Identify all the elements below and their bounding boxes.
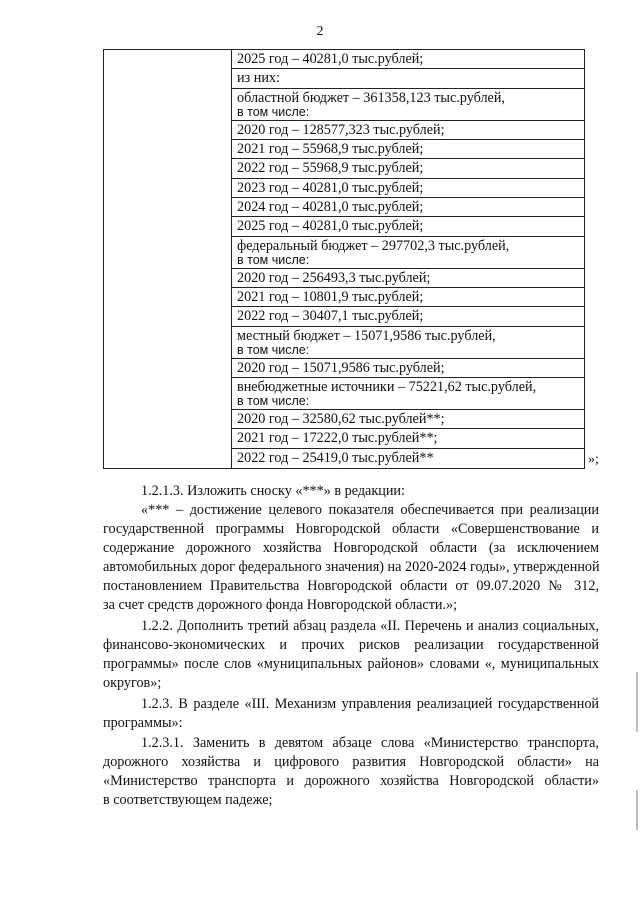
table-row: 2025 год – 40281,0 тыс.рублей; — [232, 217, 584, 236]
scan-edge-mark — [636, 790, 638, 830]
page-number: 2 — [316, 24, 324, 39]
table-row: 2024 год – 40281,0 тыс.рублей; — [232, 198, 584, 217]
table-row: 2021 год – 10801,9 тыс.рублей; — [232, 288, 584, 307]
table-row: 2023 год – 40281,0 тыс.рублей; — [232, 179, 584, 198]
paragraph-line: «Министерство транспорта и дорожного хозяйства Новгородской области» — [103, 773, 599, 789]
table-right-cell — [232, 50, 584, 468]
table-row: федеральный бюджет – 297702,3 тыс.рублей, в том числе: — [232, 237, 584, 269]
table-left-cell — [104, 50, 232, 468]
paragraph-risks — [103, 617, 599, 693]
paragraph-line: содержание дорожного хозяйства Новгородской области (за исключением — [103, 540, 599, 556]
paragraph-section-three — [103, 695, 599, 733]
paragraph-line: за счет средств дорожного фонда Новгородской области.»; — [103, 597, 458, 613]
table-row: 2022 год – 25419,0 тыс.рублей** — [237, 449, 434, 466]
table-row: 2020 год – 15071,9586 тыс.рублей; — [232, 359, 584, 378]
table-row: 2025 год – 40281,0 тыс.рублей; — [232, 50, 584, 69]
table-row: 2022 год – 30407,1 тыс.рублей; — [232, 307, 584, 326]
table-row: 2021 год – 17222,0 тыс.рублей**; — [232, 429, 584, 448]
table-row: из них: — [232, 69, 584, 88]
paragraph-line: округов»; — [103, 675, 162, 691]
table-row: 2020 год – 32580,62 тыс.рублей**; — [232, 410, 584, 429]
table-row: 2020 год – 256493,3 тыс.рублей; — [232, 269, 584, 288]
table-row: местный бюджет – 15071,9586 тыс.рублей, в том числе: — [232, 327, 584, 359]
paragraph-line: 1.2.2. Дополнить третий абзац раздела «II. Перечень и анализ социальных, — [141, 618, 599, 634]
funding-table — [103, 49, 585, 469]
table-row: 2021 год – 55968,9 тыс.рублей; — [232, 140, 584, 159]
paragraph-line: в соответствующем падеже; — [103, 792, 273, 808]
paragraph-line: постановлением Правительства Новгородской области от 09.07.2020 № 312, — [103, 578, 599, 594]
paragraph-line: программы»: — [103, 715, 183, 731]
paragraph-line: финансово-экономических и прочих рисков реализации государственной — [103, 637, 599, 653]
table-row: областной бюджет – 361358,123 тыс.рублей, в том числе: — [232, 89, 584, 121]
paragraph-line: автомобильных дорог федерального значения) на 2020-2024 годы», утвержденной — [103, 559, 600, 575]
table-row: 2022 год – 55968,9 тыс.рублей; — [232, 159, 584, 178]
paragraph-line: программы» после слов «муниципальных районов» словами «, муниципальных — [103, 656, 599, 672]
table-closing-quote: »; — [588, 452, 599, 467]
paragraph-line: 1.2.1.3. Изложить сноску «***» в редакции: — [141, 483, 405, 499]
scan-edge-mark — [636, 672, 638, 732]
paragraph-line: 1.2.3. В разделе «III. Механизм управления реализацией государственной — [141, 696, 599, 712]
paragraph-line: «*** – достижение целевого показателя обеспечивается при реализации — [141, 502, 599, 518]
table-row: 2020 год – 128577,323 тыс.рублей; — [232, 121, 584, 140]
table-row: внебюджетные источники – 75221,62 тыс.рублей, в том числе: — [232, 378, 584, 410]
paragraph-line: государственной программы Новгородской области «Совершенствование и — [103, 521, 599, 537]
paragraph-ministry — [103, 734, 599, 810]
paragraph-footnote — [103, 482, 599, 615]
paragraph-line: 1.2.3.1. Заменить в девятом абзаце слова «Министерство транспорта, — [141, 735, 599, 751]
paragraph-line: дорожного хозяйства и цифрового развития Новгородской области» на — [103, 754, 599, 770]
